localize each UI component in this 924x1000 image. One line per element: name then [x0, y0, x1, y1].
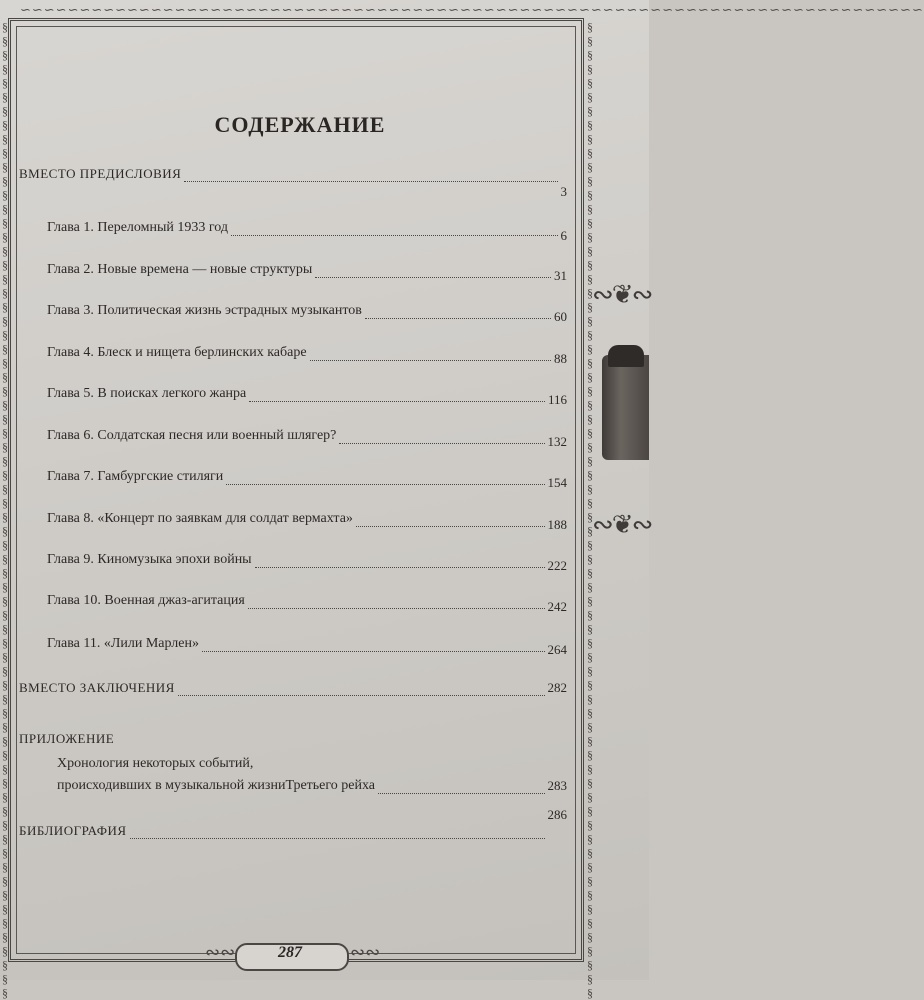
toc-entry-page-number: 31	[554, 268, 567, 283]
toc-entry-title: Глава 6. Солдатская песня или военный шлягер?	[47, 428, 337, 443]
decorative-border-right: § § § § § § § § § § § § § § § § § § § § § § § § § § § § § § § § § § § § § § § § § § § § § § § § § § § § § § § § § § § § § § § § § § § § § §	[587, 20, 593, 1000]
toc-entry	[0, 807, 600, 843]
toc-entry-title: Глава 11. «Лили Марлен»	[47, 636, 199, 651]
toc-entry	[0, 511, 600, 531]
toc-entry-title: Глава 10. Военная джаз-агитация	[47, 593, 245, 608]
toc-entry-page-number: 188	[547, 517, 567, 532]
adjacent-page-photo-edge	[602, 355, 649, 460]
dot-leader	[231, 235, 557, 236]
toc-entry	[0, 386, 600, 406]
toc-entry	[0, 166, 600, 199]
toc-entry-title: ПРИЛОЖЕНИЕ	[19, 731, 115, 746]
dot-leader	[202, 651, 545, 652]
toc-entry-title: Глава 9. Киномузыка эпохи войны	[47, 552, 252, 567]
dot-leader	[255, 567, 545, 568]
dot-leader	[130, 838, 545, 839]
toc-entry-title: происходивших в музыкальной жизниТретьего рейха	[57, 778, 376, 793]
dot-leader	[315, 277, 551, 278]
toc-entry	[0, 428, 600, 448]
toc-entry	[0, 680, 600, 700]
flourish-ornament-icon: ∾❦∾	[592, 510, 652, 539]
dot-leader	[178, 695, 545, 696]
toc-entry-page-number: 60	[554, 309, 567, 324]
toc-entry-title: ВМЕСТО ЗАКЛЮЧЕНИЯ	[19, 680, 175, 695]
toc-entry-title: Глава 2. Новые времена — новые структуры	[47, 262, 313, 277]
toc-entry-page-number: 88	[554, 351, 567, 366]
dot-leader	[184, 181, 557, 182]
toc-entry-page-number: 6	[560, 228, 567, 243]
toc-entry-title: БИБЛИОГРАФИЯ	[19, 823, 127, 838]
toc-entry-title: ВМЕСТО ПРЕДИСЛОВИЯ	[19, 166, 182, 181]
dot-leader	[356, 526, 545, 527]
toc-entry-title: Глава 3. Политическая жизнь эстрадных музыкантов	[47, 303, 362, 318]
folio-flourish-right-icon: ∾∾	[350, 942, 381, 962]
toc-entry-page-number: 116	[547, 392, 567, 407]
dot-leader	[339, 443, 544, 444]
toc-entry	[0, 593, 600, 613]
flourish-ornament-icon: ∾❦∾	[592, 280, 652, 309]
toc-entry	[0, 636, 600, 656]
dot-leader	[226, 484, 544, 485]
dot-leader	[378, 793, 544, 794]
toc-entry-page-number: 132	[547, 434, 567, 449]
toc-entry-page-number: 3	[560, 184, 567, 199]
toc-entry-page-number: 154	[547, 475, 567, 490]
dot-leader	[310, 360, 551, 361]
toc-entry-title: Глава 7. Гамбургские стиляги	[47, 469, 224, 484]
decorative-border-top: ∽∽∽∽∽∽∽∽∽∽∽∽∽∽∽∽∽∽∽∽∽∽∽∽∽∽∽∽∽∽∽∽∽∽∽∽∽∽∽∽∽∽∽∽∽∽∽∽∽∽∽∽∽∽∽∽∽∽∽∽∽∽∽∽∽∽∽∽∽∽∽∽∽∽∽∽	[20, 2, 924, 17]
folio-flourish-left-icon: ∾∾	[205, 942, 236, 962]
toc-entry	[0, 220, 600, 243]
toc-entry	[0, 778, 600, 798]
dot-leader	[248, 608, 545, 609]
toc-entry-page-number: 242	[547, 599, 567, 614]
toc-entry-page-number: 282	[547, 680, 567, 695]
toc-entry-title: Хронология некоторых событий,	[57, 756, 254, 771]
toc-entry-page-number: 264	[547, 642, 567, 657]
toc-entry-title: Глава 8. «Концерт по заявкам для солдат вермахта»	[47, 511, 353, 526]
toc-entry-title: Глава 1. Переломный 1933 год	[47, 220, 229, 235]
page-number: 287	[278, 944, 302, 961]
page-title: СОДЕРЖАНИЕ	[214, 112, 386, 137]
dot-leader	[365, 318, 551, 319]
toc-entry	[0, 469, 600, 489]
toc-entry-page-number: 286	[547, 807, 567, 822]
toc-entry-title: Глава 4. Блеск и нищета берлинских кабаре	[47, 345, 307, 360]
toc-entry	[0, 345, 600, 365]
toc-entry	[0, 262, 600, 282]
decorative-border-left: § § § § § § § § § § § § § § § § § § § § § § § § § § § § § § § § § § § § § § § § § § § § § § § § § § § § § § § § § § § § § § § § § § § § § §	[2, 20, 8, 1000]
toc-entry	[0, 303, 600, 323]
toc-entry	[0, 552, 600, 572]
toc-entry	[0, 756, 600, 776]
toc-entry-title: Глава 5. В поисках легкого жанра	[47, 386, 247, 401]
toc-entry	[0, 731, 600, 751]
dot-leader	[249, 401, 545, 402]
toc-entry-page-number: 283	[547, 778, 567, 793]
toc-entry-page-number: 222	[547, 558, 567, 573]
